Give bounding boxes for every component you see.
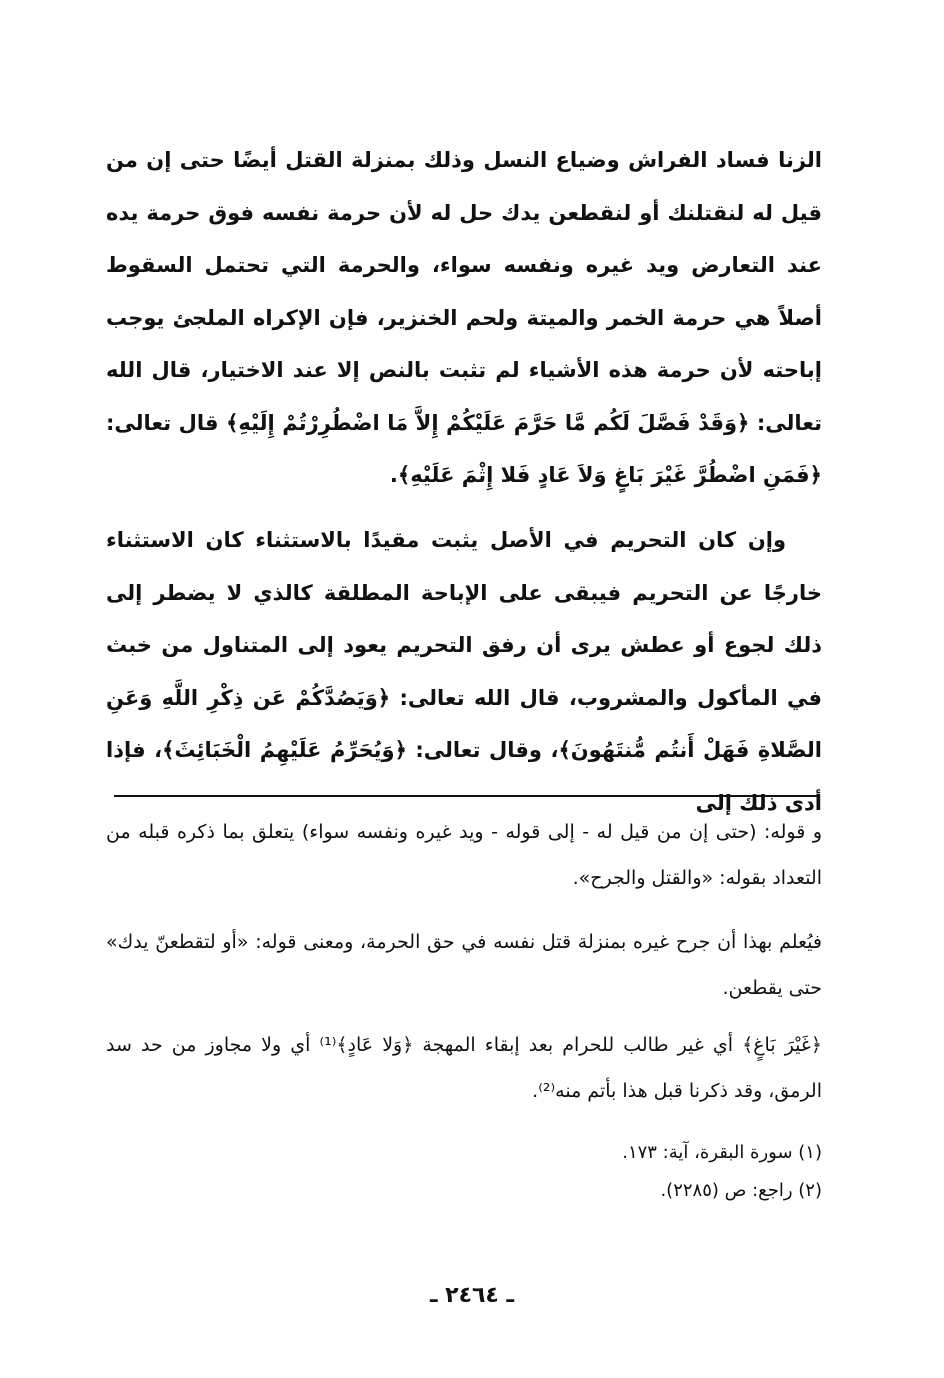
footnote-2: (٢) راجع: ص (٢٢٨٥). (660, 1180, 822, 1201)
commentary-note-1: و قوله: (حتى إن من قيل له - إلى قوله - ويد غيره ونفسه سواء) يتعلق بما ذكره قبله من التعداد بقوله: «والقتل والجرح». (106, 821, 822, 889)
main-paragraph-2-text: وإن كان التحريم في الأصل يثبت مقيدًا بالاستثناء كان الاستثناء خارجًا عن التحريم فيبقى على الإباحة المطلقة كالذي لا يضطر إلى ذلك لجوع أو عطش يرى أن رفق التحريم يعود إلى المتناول من خبث في المأكول والمشروب، قال الله تعالى: ﴿وَيَصُدَّكُمْ عَن ذِكْرِ اللَّهِ وَعَنِ الصَّلاةِ فَهَلْ أَنتُم مُّنتَهُونَ﴾، وقال تعالى: ﴿وَيُحَرِّمُ عَلَيْهِمُ الْخَبَائِثَ﴾، فإذا أدى ذلك إلى (106, 528, 822, 815)
commentary-note-2: فيُعلم بهذا أن جرح غيره بمنزلة قتل نفسه في حق الحرمة، ومعنى قوله: «أو لتقطعنّ يدك» حتى يقطعن. (106, 931, 822, 999)
footnote-1: (١) سورة البقرة، آية: ١٧٣. (622, 1142, 822, 1163)
main-paragraph-2 (106, 514, 822, 829)
page-number: ـ ٢٤٦٤ ـ (429, 1283, 515, 1308)
main-paragraph-1-text: الزنا فساد الفراش وضياع النسل وذلك بمنزلة القتل أيضًا حتى إن من قيل له لنقتلنك أو لنقطعن يدك حل له لأن حرمة نفسه فوق حرمة يده عند التعارض ويد غيره ونفسه سواء، والحرمة التي تحتمل السقوط أصلاً هي حرمة الخمر والميتة ولحم الخنزير، فإن الإكراه الملجئ يوجب إباحته لأن حرمة هذه الأشياء لم تثبت بالنص إلا عند الاختيار، قال الله تعالى: ﴿وَقَدْ فَصَّلَ لَكُم مَّا حَرَّمَ عَلَيْكُمْ إِلاَّ مَا اضْطُرِرْتُمْ إِلَيْهِ﴾ قال تعالى: ﴿فَمَنِ اضْطُرَّ غَيْرَ بَاغٍ وَلاَ عَادٍ فَلا إِثْمَ عَلَيْهِ﴾. (106, 148, 822, 487)
commentary-divider (114, 795, 820, 797)
main-paragraph-1 (106, 134, 822, 502)
commentary-note-3: ﴿غَيْرَ بَاغٍ﴾ أي غير طالب للحرام بعد إبقاء المهجة ﴿وَلا عَادٍ﴾⁽¹⁾ أي ولا مجاوز من حد سد الرمق، وقد ذكرنا قبل هذا بأتم منه⁽²⁾. (106, 1034, 822, 1102)
